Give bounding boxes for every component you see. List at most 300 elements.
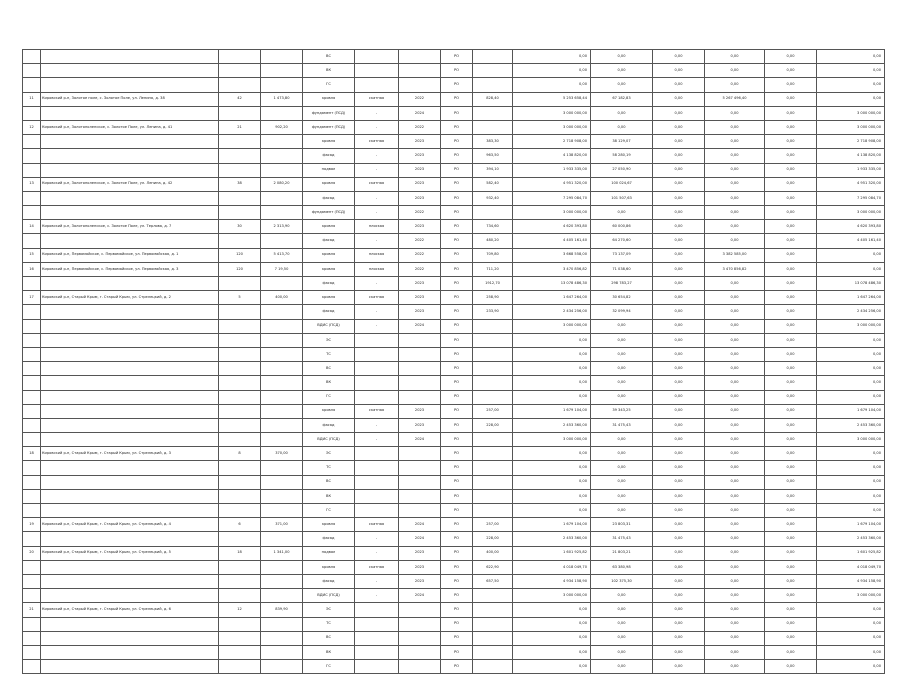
apartments <box>219 135 261 149</box>
cost-d: 4 620 393,80 <box>817 220 885 234</box>
source: РО <box>441 220 473 234</box>
row-number <box>23 532 41 546</box>
cost-total: 3 000 000,00 <box>513 433 591 447</box>
year: 2024 <box>399 532 441 546</box>
material <box>355 645 399 659</box>
work-area <box>473 319 513 333</box>
cost-d: 0,00 <box>817 390 885 404</box>
material <box>355 390 399 404</box>
apartments: 30 <box>219 220 261 234</box>
cost-total: 3 000 000,00 <box>513 319 591 333</box>
apartments <box>219 319 261 333</box>
total-area: 371,00 <box>261 518 303 532</box>
cost-a: 0,00 <box>653 277 705 291</box>
table-row <box>23 447 885 461</box>
cost-total: 0,00 <box>513 64 591 78</box>
material <box>355 489 399 503</box>
cost-total: 0,00 <box>513 645 591 659</box>
cost-d: 0,00 <box>817 64 885 78</box>
work-type: ГС <box>303 504 355 518</box>
cost-b: 0,00 <box>705 404 765 418</box>
cost-extra: 0,00 <box>591 447 653 461</box>
material <box>355 50 399 64</box>
material: - <box>355 277 399 291</box>
table-row <box>23 489 885 503</box>
total-area: 1 341,00 <box>261 546 303 560</box>
apartments <box>219 433 261 447</box>
cost-b: 0,00 <box>705 149 765 163</box>
cost-b: 0,00 <box>705 631 765 645</box>
source: РО <box>441 206 473 220</box>
cost-extra: 0,00 <box>591 376 653 390</box>
table-row <box>23 347 885 361</box>
year <box>399 603 441 617</box>
cost-b: 0,00 <box>705 64 765 78</box>
cost-b: 0,00 <box>705 333 765 347</box>
apartments <box>219 64 261 78</box>
material: - <box>355 120 399 134</box>
address <box>41 347 219 361</box>
cost-extra: 31 475,43 <box>591 418 653 432</box>
work-type: ТС <box>303 617 355 631</box>
source: РО <box>441 461 473 475</box>
work-type: кровля <box>303 262 355 276</box>
apartments <box>219 234 261 248</box>
work-area <box>473 64 513 78</box>
work-type: ВДИС (ПСД) <box>303 433 355 447</box>
cost-c: 0,00 <box>765 475 817 489</box>
row-number <box>23 390 41 404</box>
work-type: фундамент (ПСД) <box>303 120 355 134</box>
row-number <box>23 560 41 574</box>
table-row <box>23 149 885 163</box>
cost-total: 0,00 <box>513 390 591 404</box>
cost-extra: 0,00 <box>591 50 653 64</box>
cost-b: 0,00 <box>705 546 765 560</box>
work-area: 228,00 <box>473 532 513 546</box>
year <box>399 645 441 659</box>
material: - <box>355 206 399 220</box>
table-row <box>23 461 885 475</box>
cost-a: 0,00 <box>653 617 705 631</box>
cost-a: 0,00 <box>653 92 705 106</box>
work-area <box>473 50 513 64</box>
table-row <box>23 305 885 319</box>
total-area <box>261 64 303 78</box>
cost-total: 4 934 158,90 <box>513 574 591 588</box>
row-number <box>23 149 41 163</box>
cost-a: 0,00 <box>653 376 705 390</box>
cost-total: 0,00 <box>513 50 591 64</box>
source: РО <box>441 489 473 503</box>
apartments <box>219 333 261 347</box>
source: РО <box>441 631 473 645</box>
work-type: кровля <box>303 291 355 305</box>
total-area <box>261 305 303 319</box>
year <box>399 617 441 631</box>
source: РО <box>441 319 473 333</box>
cost-d: 0,00 <box>817 617 885 631</box>
cost-d: 0,00 <box>817 376 885 390</box>
apartments <box>219 660 261 674</box>
year: 2023 <box>399 220 441 234</box>
cost-total: 13 078 486,30 <box>513 277 591 291</box>
cost-extra: 73 137,09 <box>591 248 653 262</box>
cost-total: 2 434 256,00 <box>513 305 591 319</box>
cost-a: 0,00 <box>653 560 705 574</box>
work-type: кровля <box>303 92 355 106</box>
work-area <box>473 390 513 404</box>
work-type: ГС <box>303 660 355 674</box>
cost-b: 0,00 <box>705 234 765 248</box>
work-area: 711,20 <box>473 262 513 276</box>
cost-total: 3 668 558,00 <box>513 248 591 262</box>
cost-c: 0,00 <box>765 177 817 191</box>
apartments <box>219 191 261 205</box>
cost-c: 0,00 <box>765 532 817 546</box>
work-area <box>473 589 513 603</box>
cost-d: 3 000 000,00 <box>817 106 885 120</box>
cost-total: 0,00 <box>513 660 591 674</box>
address <box>41 404 219 418</box>
cost-total: 0,00 <box>513 504 591 518</box>
cost-c: 0,00 <box>765 560 817 574</box>
cost-b: 0,00 <box>705 461 765 475</box>
cost-c: 0,00 <box>765 660 817 674</box>
total-area <box>261 560 303 574</box>
cost-a: 0,00 <box>653 631 705 645</box>
cost-a: 0,00 <box>653 489 705 503</box>
total-area: 1 473,80 <box>261 92 303 106</box>
material <box>355 617 399 631</box>
row-number <box>23 418 41 432</box>
cost-b: 5 267 496,40 <box>705 92 765 106</box>
work-type: кровля <box>303 177 355 191</box>
cost-extra: 0,00 <box>591 631 653 645</box>
cost-b: 0,00 <box>705 433 765 447</box>
cost-b: 0,00 <box>705 277 765 291</box>
cost-extra: 0,00 <box>591 461 653 475</box>
work-type: ТС <box>303 461 355 475</box>
table-row <box>23 262 885 276</box>
material: скатная <box>355 135 399 149</box>
source: РО <box>441 546 473 560</box>
year: 2023 <box>399 177 441 191</box>
source: РО <box>441 291 473 305</box>
row-number: 20 <box>23 546 41 560</box>
cost-extra: 0,00 <box>591 333 653 347</box>
cost-d: 0,00 <box>817 447 885 461</box>
address <box>41 589 219 603</box>
cost-total: 0,00 <box>513 447 591 461</box>
total-area: 370,00 <box>261 447 303 461</box>
row-number <box>23 206 41 220</box>
year: 2022 <box>399 234 441 248</box>
apartments <box>219 645 261 659</box>
source: РО <box>441 574 473 588</box>
cost-extra: 31 475,43 <box>591 532 653 546</box>
cost-extra: 102 375,30 <box>591 574 653 588</box>
cost-d: 0,00 <box>817 461 885 475</box>
apartments <box>219 489 261 503</box>
cost-a: 0,00 <box>653 603 705 617</box>
table-row <box>23 92 885 106</box>
cost-a: 0,00 <box>653 404 705 418</box>
address <box>41 574 219 588</box>
cost-c: 0,00 <box>765 277 817 291</box>
source: РО <box>441 404 473 418</box>
work-area: 734,60 <box>473 220 513 234</box>
source: РО <box>441 78 473 92</box>
cost-extra: 0,00 <box>591 106 653 120</box>
total-area: 839,90 <box>261 603 303 617</box>
work-area: 932,40 <box>473 191 513 205</box>
cost-a: 0,00 <box>653 248 705 262</box>
cost-c: 0,00 <box>765 617 817 631</box>
source: РО <box>441 277 473 291</box>
material <box>355 78 399 92</box>
material <box>355 504 399 518</box>
table-row <box>23 404 885 418</box>
row-number <box>23 78 41 92</box>
row-number <box>23 163 41 177</box>
year: 2023 <box>399 418 441 432</box>
cost-b: 0,00 <box>705 362 765 376</box>
cost-c: 0,00 <box>765 305 817 319</box>
address <box>41 418 219 432</box>
cost-total: 0,00 <box>513 461 591 475</box>
row-number: 12 <box>23 120 41 134</box>
total-area <box>261 376 303 390</box>
total-area <box>261 631 303 645</box>
cost-total: 0,00 <box>513 362 591 376</box>
cost-a: 0,00 <box>653 177 705 191</box>
cost-a: 0,00 <box>653 206 705 220</box>
table-row <box>23 574 885 588</box>
cost-c: 0,00 <box>765 262 817 276</box>
year: 2024 <box>399 106 441 120</box>
cost-b: 0,00 <box>705 347 765 361</box>
address <box>41 489 219 503</box>
cost-a: 0,00 <box>653 291 705 305</box>
cost-a: 0,00 <box>653 589 705 603</box>
cost-extra: 67 182,83 <box>591 92 653 106</box>
material: - <box>355 433 399 447</box>
cost-a: 0,00 <box>653 64 705 78</box>
table-row <box>23 234 885 248</box>
work-type: фасад <box>303 574 355 588</box>
table-row <box>23 532 885 546</box>
table-row <box>23 277 885 291</box>
source: РО <box>441 149 473 163</box>
apartments <box>219 404 261 418</box>
table-row <box>23 560 885 574</box>
address <box>41 305 219 319</box>
total-area <box>261 617 303 631</box>
work-area <box>473 631 513 645</box>
work-type: ГС <box>303 78 355 92</box>
address: Кировский р-н, Золотополенское, с. Золотое Поле, ул. Ленина, д. 41 <box>41 120 219 134</box>
total-area <box>261 390 303 404</box>
table-row <box>23 589 885 603</box>
year <box>399 631 441 645</box>
material <box>355 631 399 645</box>
row-number <box>23 64 41 78</box>
year: 2024 <box>399 319 441 333</box>
address: Кировский р-н, Старый Крым, г. Старый Крым, ул. Стрелецкий, д. 3 <box>41 447 219 461</box>
work-type: фасад <box>303 191 355 205</box>
cost-total: 0,00 <box>513 617 591 631</box>
work-area <box>473 433 513 447</box>
address <box>41 631 219 645</box>
apartments <box>219 504 261 518</box>
cost-total: 4 951 320,00 <box>513 177 591 191</box>
address <box>41 362 219 376</box>
address <box>41 135 219 149</box>
total-area: 2 080,20 <box>261 177 303 191</box>
cost-c: 0,00 <box>765 191 817 205</box>
total-area <box>261 433 303 447</box>
cost-b: 3 470 856,82 <box>705 262 765 276</box>
cost-a: 0,00 <box>653 433 705 447</box>
table-row <box>23 631 885 645</box>
year: 2023 <box>399 404 441 418</box>
material: скатная <box>355 404 399 418</box>
row-number <box>23 404 41 418</box>
cost-a: 0,00 <box>653 347 705 361</box>
table-row <box>23 546 885 560</box>
apartments: 5 <box>219 291 261 305</box>
total-area <box>261 660 303 674</box>
cost-total: 0,00 <box>513 489 591 503</box>
source: РО <box>441 92 473 106</box>
apartments <box>219 305 261 319</box>
apartments <box>219 418 261 432</box>
work-type: подвал <box>303 163 355 177</box>
work-area <box>473 504 513 518</box>
cost-d: 2 434 256,00 <box>817 305 885 319</box>
row-number <box>23 376 41 390</box>
work-type: фасад <box>303 277 355 291</box>
row-number <box>23 617 41 631</box>
work-area: 828,40 <box>473 92 513 106</box>
table-row <box>23 191 885 205</box>
source: РО <box>441 475 473 489</box>
material <box>355 64 399 78</box>
total-area <box>261 362 303 376</box>
apartments: 12 <box>219 603 261 617</box>
year: 2023 <box>399 546 441 560</box>
cost-b: 0,00 <box>705 106 765 120</box>
work-type: ГС <box>303 390 355 404</box>
address <box>41 660 219 674</box>
work-area: 582,40 <box>473 177 513 191</box>
source: РО <box>441 262 473 276</box>
cost-b: 0,00 <box>705 603 765 617</box>
year: 2022 <box>399 92 441 106</box>
work-type: фасад <box>303 149 355 163</box>
cost-a: 0,00 <box>653 262 705 276</box>
material <box>355 603 399 617</box>
material: плоская <box>355 248 399 262</box>
cost-b: 0,00 <box>705 518 765 532</box>
table-row <box>23 248 885 262</box>
work-area: 963,50 <box>473 149 513 163</box>
cost-a: 0,00 <box>653 333 705 347</box>
year <box>399 489 441 503</box>
address <box>41 333 219 347</box>
row-number <box>23 50 41 64</box>
work-area <box>473 362 513 376</box>
source: РО <box>441 433 473 447</box>
cost-total: 0,00 <box>513 475 591 489</box>
cost-total: 3 000 000,00 <box>513 589 591 603</box>
year: 2023 <box>399 277 441 291</box>
cost-extra: 0,00 <box>591 617 653 631</box>
work-type: ЭС <box>303 603 355 617</box>
cost-b: 0,00 <box>705 447 765 461</box>
cost-total: 2 453 360,00 <box>513 418 591 432</box>
address <box>41 106 219 120</box>
year <box>399 390 441 404</box>
material: скатная <box>355 291 399 305</box>
material <box>355 347 399 361</box>
cost-d: 3 000 000,00 <box>817 120 885 134</box>
cost-d: 0,00 <box>817 631 885 645</box>
apartments <box>219 617 261 631</box>
cost-extra: 0,00 <box>591 589 653 603</box>
material <box>355 660 399 674</box>
cost-extra: 0,00 <box>591 660 653 674</box>
total-area <box>261 574 303 588</box>
address <box>41 277 219 291</box>
cost-total: 4 138 820,00 <box>513 149 591 163</box>
cost-a: 0,00 <box>653 390 705 404</box>
table-row <box>23 50 885 64</box>
cost-c: 0,00 <box>765 574 817 588</box>
work-area <box>473 447 513 461</box>
cost-c: 0,00 <box>765 291 817 305</box>
source: РО <box>441 362 473 376</box>
row-number <box>23 277 41 291</box>
work-area <box>473 376 513 390</box>
material: - <box>355 234 399 248</box>
table-row <box>23 220 885 234</box>
cost-d: 0,00 <box>817 504 885 518</box>
row-number <box>23 574 41 588</box>
address <box>41 206 219 220</box>
source: РО <box>441 333 473 347</box>
apartments: 42 <box>219 92 261 106</box>
apartments <box>219 390 261 404</box>
year: 2023 <box>399 191 441 205</box>
material <box>355 447 399 461</box>
cost-d: 0,00 <box>817 489 885 503</box>
year: 2022 <box>399 120 441 134</box>
cost-b: 0,00 <box>705 376 765 390</box>
cost-extra: 23 803,31 <box>591 518 653 532</box>
cost-d: 13 078 486,30 <box>817 277 885 291</box>
cost-c: 0,00 <box>765 546 817 560</box>
total-area <box>261 333 303 347</box>
cost-total: 1 933 335,00 <box>513 163 591 177</box>
cost-a: 0,00 <box>653 645 705 659</box>
total-area: 7 19,50 <box>261 262 303 276</box>
work-type: кровля <box>303 135 355 149</box>
address <box>41 163 219 177</box>
cost-b: 0,00 <box>705 589 765 603</box>
cost-b: 0,00 <box>705 574 765 588</box>
